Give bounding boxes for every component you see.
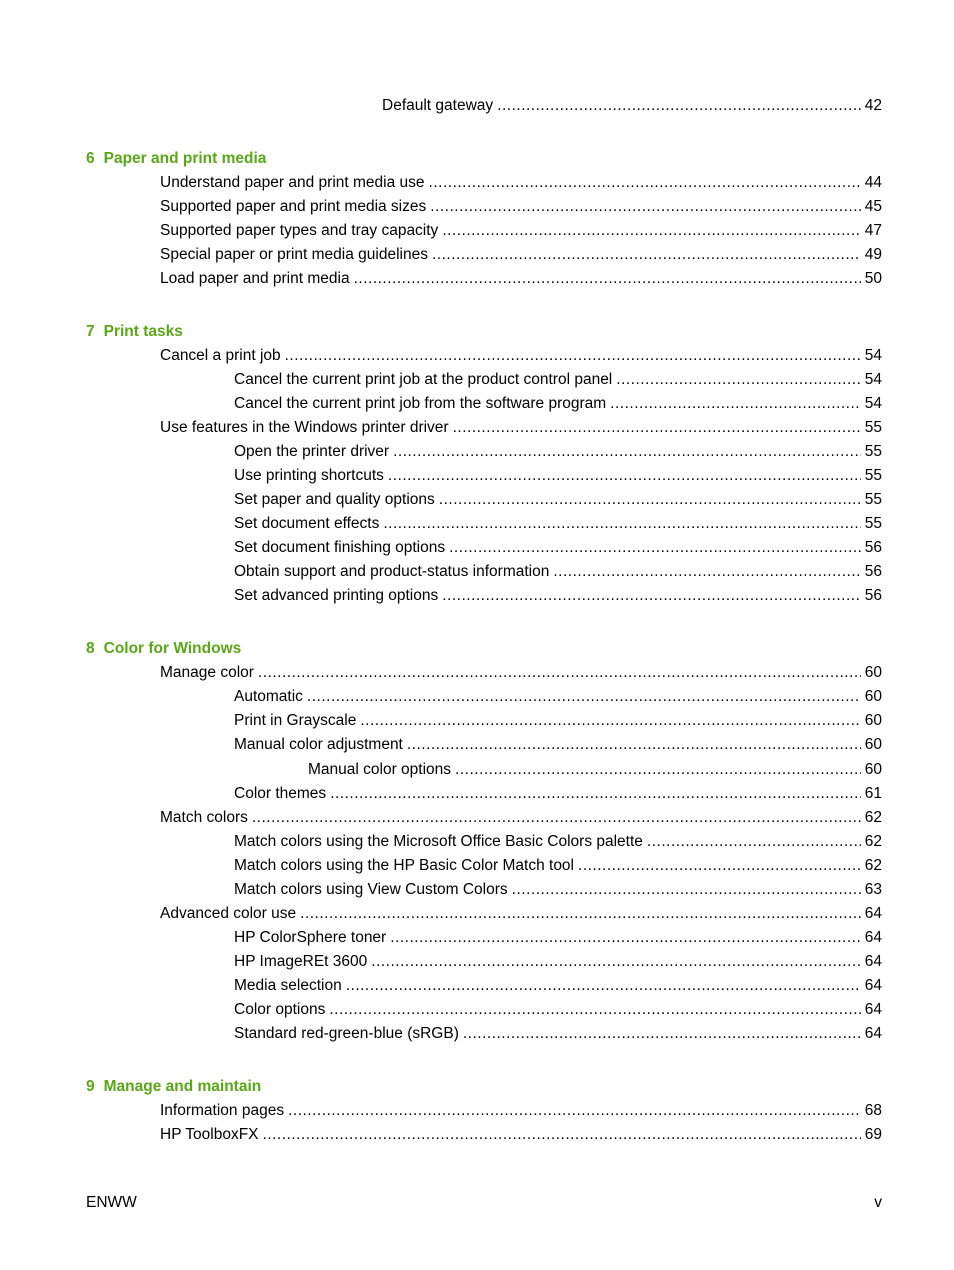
chapter-heading-7[interactable] <box>86 322 183 342</box>
toc-entry-title: Supported paper and print media sizes <box>160 198 427 215</box>
dot-leader <box>442 221 860 241</box>
dot-leader <box>390 928 861 948</box>
toc-entry-page: 68 <box>864 1102 882 1119</box>
toc-entry[interactable] <box>234 394 882 414</box>
toc-entry[interactable] <box>160 346 882 366</box>
toc-entry-title: Color options <box>234 1001 326 1018</box>
dot-leader <box>300 904 861 924</box>
dot-leader <box>647 832 861 852</box>
toc-entry-title: Match colors using the Microsoft Office Basic Colors palette <box>234 833 643 850</box>
toc-entry-title: Advanced color use <box>160 905 297 922</box>
toc-entry-page: 62 <box>864 857 882 874</box>
toc-entry-page: 55 <box>864 419 882 436</box>
toc-entry-title: Understand paper and print media use <box>160 174 425 191</box>
toc-entry-page: 64 <box>864 1025 882 1042</box>
dot-leader <box>285 346 861 366</box>
chapter-number: 9 <box>86 1078 95 1095</box>
toc-entry[interactable] <box>234 952 882 972</box>
toc-entry-page: 62 <box>864 809 882 826</box>
toc-entry-page: 60 <box>864 688 882 705</box>
toc-entry[interactable] <box>234 1000 882 1020</box>
dot-leader <box>354 269 861 289</box>
dot-leader <box>430 197 861 217</box>
chapter-heading-6[interactable] <box>86 149 266 169</box>
dot-leader <box>346 976 861 996</box>
toc-entry-page: 47 <box>864 222 882 239</box>
toc-entry-title: Use features in the Windows printer driver <box>160 419 449 436</box>
footer-label: ENWW <box>86 1194 137 1211</box>
dot-leader <box>307 687 861 707</box>
toc-entry[interactable] <box>234 1024 882 1044</box>
toc-entry-title: Print in Grayscale <box>234 712 357 729</box>
toc-entry-title: Manage color <box>160 664 254 681</box>
toc-entry-page: 55 <box>864 491 882 508</box>
toc-entry[interactable] <box>234 442 882 462</box>
toc-entry-title: Match colors <box>160 809 248 826</box>
toc-entry[interactable] <box>160 245 882 265</box>
dot-leader <box>449 538 861 558</box>
toc-entry-page: 54 <box>864 371 882 388</box>
chapter-heading-8[interactable] <box>86 639 241 659</box>
toc-entry-title: Cancel the current print job from the software program <box>234 395 607 412</box>
dot-leader <box>497 96 861 116</box>
dot-leader <box>252 808 861 828</box>
dot-leader <box>553 562 860 582</box>
toc-entry[interactable] <box>234 832 882 852</box>
toc-entry-title: Open the printer driver <box>234 443 390 460</box>
toc-entry-title: Load paper and print media <box>160 270 350 287</box>
dot-leader <box>578 856 861 876</box>
toc-entry-page: 54 <box>864 347 882 364</box>
toc-entry-page: 60 <box>864 736 882 753</box>
toc-entry[interactable] <box>160 418 882 438</box>
toc-entry-title: Match colors using the HP Basic Color Match tool <box>234 857 575 874</box>
chapter-title: Color for Windows <box>103 640 242 657</box>
toc-entry-page: 55 <box>864 515 882 532</box>
dot-leader <box>360 711 860 731</box>
toc-entry-title: Set paper and quality options <box>234 491 435 508</box>
toc-entry[interactable] <box>160 1101 882 1121</box>
toc-entry-page: 61 <box>864 785 882 802</box>
toc-entry[interactable] <box>234 562 882 582</box>
toc-entry-page: 56 <box>864 563 882 580</box>
toc-entry-page: 55 <box>864 467 882 484</box>
toc-entry[interactable] <box>234 784 882 804</box>
toc-entry-title: Default gateway <box>382 97 494 114</box>
toc-entry-title: HP ColorSphere toner <box>234 929 387 946</box>
toc-entry[interactable] <box>234 687 882 707</box>
toc-entry-page: 64 <box>864 905 882 922</box>
toc-entry-page: 64 <box>864 1001 882 1018</box>
toc-entry-page: 55 <box>864 443 882 460</box>
toc-entry-page: 45 <box>864 198 882 215</box>
toc-entry-title: Set document finishing options <box>234 539 446 556</box>
dot-leader <box>330 784 861 804</box>
toc-entry[interactable] <box>160 197 882 217</box>
toc-entry-page: 56 <box>864 587 882 604</box>
toc-entry[interactable] <box>160 808 882 828</box>
dot-leader <box>512 880 861 900</box>
dot-leader <box>432 245 861 265</box>
toc-entry-title: Standard red-green-blue (sRGB) <box>234 1025 459 1042</box>
chapter-heading-9[interactable] <box>86 1077 261 1097</box>
toc-entry-page: 64 <box>864 929 882 946</box>
toc-entry[interactable] <box>160 221 882 241</box>
dot-leader <box>463 1024 861 1044</box>
dot-leader <box>383 514 860 534</box>
dot-leader <box>616 370 860 390</box>
toc-entry-title: Automatic <box>234 688 303 705</box>
chapter-number: 6 <box>86 150 95 167</box>
toc-entry-title: Obtain support and product-status information <box>234 563 550 580</box>
toc-entry[interactable] <box>234 586 882 606</box>
toc-entry[interactable] <box>160 173 882 193</box>
toc-entry[interactable] <box>234 711 882 731</box>
toc-entry[interactable] <box>160 663 882 683</box>
dot-leader <box>258 663 861 683</box>
toc-entry-title: Match colors using View Custom Colors <box>234 881 508 898</box>
dot-leader <box>388 466 861 486</box>
toc-entry-title: HP ToolboxFX <box>160 1126 259 1143</box>
toc-entry-page: 64 <box>864 977 882 994</box>
dot-leader <box>429 173 861 193</box>
toc-entry-title: Color themes <box>234 785 327 802</box>
toc-entry[interactable] <box>308 760 882 780</box>
toc-entry-page: 63 <box>864 881 882 898</box>
chapter-title: Paper and print media <box>103 150 267 167</box>
toc-entry-page: 62 <box>864 833 882 850</box>
toc-entry-title: Set advanced printing options <box>234 587 439 604</box>
toc-entry-default-gateway[interactable] <box>382 96 882 116</box>
toc-entry[interactable] <box>160 269 882 289</box>
toc-entry-page: 49 <box>864 246 882 263</box>
dot-leader <box>329 1000 860 1020</box>
toc-entry-page: 69 <box>864 1126 882 1143</box>
toc-entry-title: Cancel a print job <box>160 347 281 364</box>
toc-entry-title: Manual color adjustment <box>234 736 403 753</box>
toc-entry-title: Supported paper types and tray capacity <box>160 222 439 239</box>
dot-leader <box>610 394 861 414</box>
toc-entry-page: 60 <box>864 664 882 681</box>
dot-leader <box>439 490 861 510</box>
toc-entry-page: 44 <box>864 174 882 191</box>
chapter-title: Manage and maintain <box>103 1078 262 1095</box>
toc-entry[interactable] <box>160 904 882 924</box>
dot-leader <box>288 1101 861 1121</box>
chapter-number: 8 <box>86 640 95 657</box>
toc-entry-page: 64 <box>864 953 882 970</box>
toc-entry-title: Information pages <box>160 1102 285 1119</box>
toc-entry-title: Special paper or print media guidelines <box>160 246 428 263</box>
toc-entry[interactable] <box>234 490 882 510</box>
toc-entry[interactable] <box>234 370 882 390</box>
toc-entry-title: HP ImageREt 3600 <box>234 953 368 970</box>
toc-entry[interactable] <box>160 1125 882 1145</box>
dot-leader <box>442 586 861 606</box>
toc-entry[interactable] <box>234 856 882 876</box>
toc-entry-page: 54 <box>864 395 882 412</box>
toc-entry-page: 60 <box>864 712 882 729</box>
chapter-number: 7 <box>86 323 95 340</box>
toc-entry[interactable] <box>234 976 882 996</box>
toc-entry[interactable] <box>234 514 882 534</box>
footer-page-number: v <box>874 1194 882 1211</box>
toc-entry-title: Media selection <box>234 977 342 994</box>
toc-entry[interactable] <box>234 466 882 486</box>
toc-entry-page: 60 <box>864 761 882 778</box>
dot-leader <box>393 442 861 462</box>
toc-entry[interactable] <box>234 735 882 755</box>
dot-leader <box>455 760 861 780</box>
toc-entry-title: Cancel the current print job at the product control panel <box>234 371 613 388</box>
toc-entry-page: 56 <box>864 539 882 556</box>
toc-entry-title: Set document effects <box>234 515 380 532</box>
toc-entry[interactable] <box>234 928 882 948</box>
toc-entry-page: 42 <box>864 97 882 114</box>
dot-leader <box>371 952 860 972</box>
dot-leader <box>407 735 861 755</box>
toc-entry[interactable] <box>234 538 882 558</box>
toc-entry-title: Manual color options <box>308 761 452 778</box>
toc-entry-title: Use printing shortcuts <box>234 467 384 484</box>
chapter-title: Print tasks <box>103 323 183 340</box>
dot-leader <box>453 418 861 438</box>
dot-leader <box>263 1125 861 1145</box>
toc-entry[interactable] <box>234 880 882 900</box>
toc-entry-page: 50 <box>864 270 882 287</box>
